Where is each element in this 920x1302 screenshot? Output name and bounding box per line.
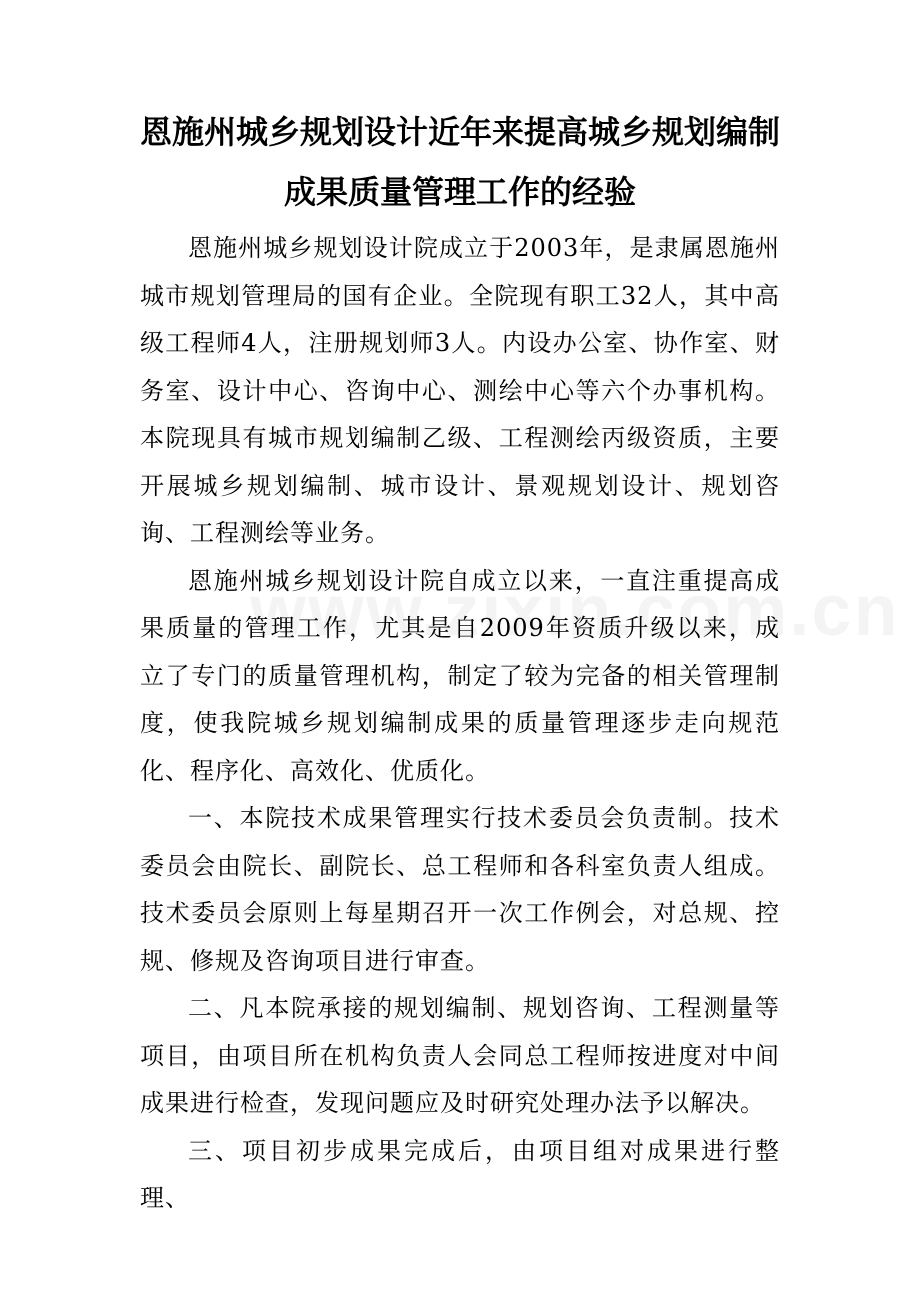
paragraph-item-1: 一、本院技术成果管理实行技术委员会负责制。技术委员会由院长、副院长、总工程师和各科室负责人组成。技术委员会原则上每星期召开一次工作例会，对总规、控规、修规及咨询项目进行审查。	[140, 804, 780, 975]
document-title-line-1: 恩施州城乡规划设计近年来提高城乡规划编制	[139, 113, 780, 151]
document-title-line-2: 成果质量管理工作的经验	[283, 173, 636, 211]
paragraph-item-2: 二、凡本院承接的规划编制、规划咨询、工程测量等项目，由项目所在机构负责人会同总工程师按进度对中间成果进行检查，发现问题应及时研究处理办法予以解决。	[140, 994, 780, 1117]
paragraph-item-3: 三、项目初步成果完成后，由项目组对成果进行整理、	[140, 1136, 780, 1212]
document-body	[140, 225, 780, 1223]
paragraph-quality-management: 恩施州城乡规划设计院自成立以来，一直注重提高成果质量的管理工作，尤其是自2009年资质升级以来，成立了专门的质量管理机构，制定了较为完备的相关管理制度，使我院城乡规划编制成果的质量管理逐步走向规范化、程序化、高效化、优质化。	[140, 566, 780, 785]
paragraph-intro: 恩施州城乡规划设计院成立于2003年，是隶属恩施州城市规划管理局的国有企业。全院现有职工32人，其中高级工程师4人，注册规划师3人。内设办公室、协作室、财务室、设计中心、咨询中心、测绘中心等六个办事机构。本院现具有城市规划编制乙级、工程测绘丙级资质，主要开展城乡规划编制、城市设计、景观规划设计、规划咨询、工程测绘等业务。	[140, 234, 780, 547]
